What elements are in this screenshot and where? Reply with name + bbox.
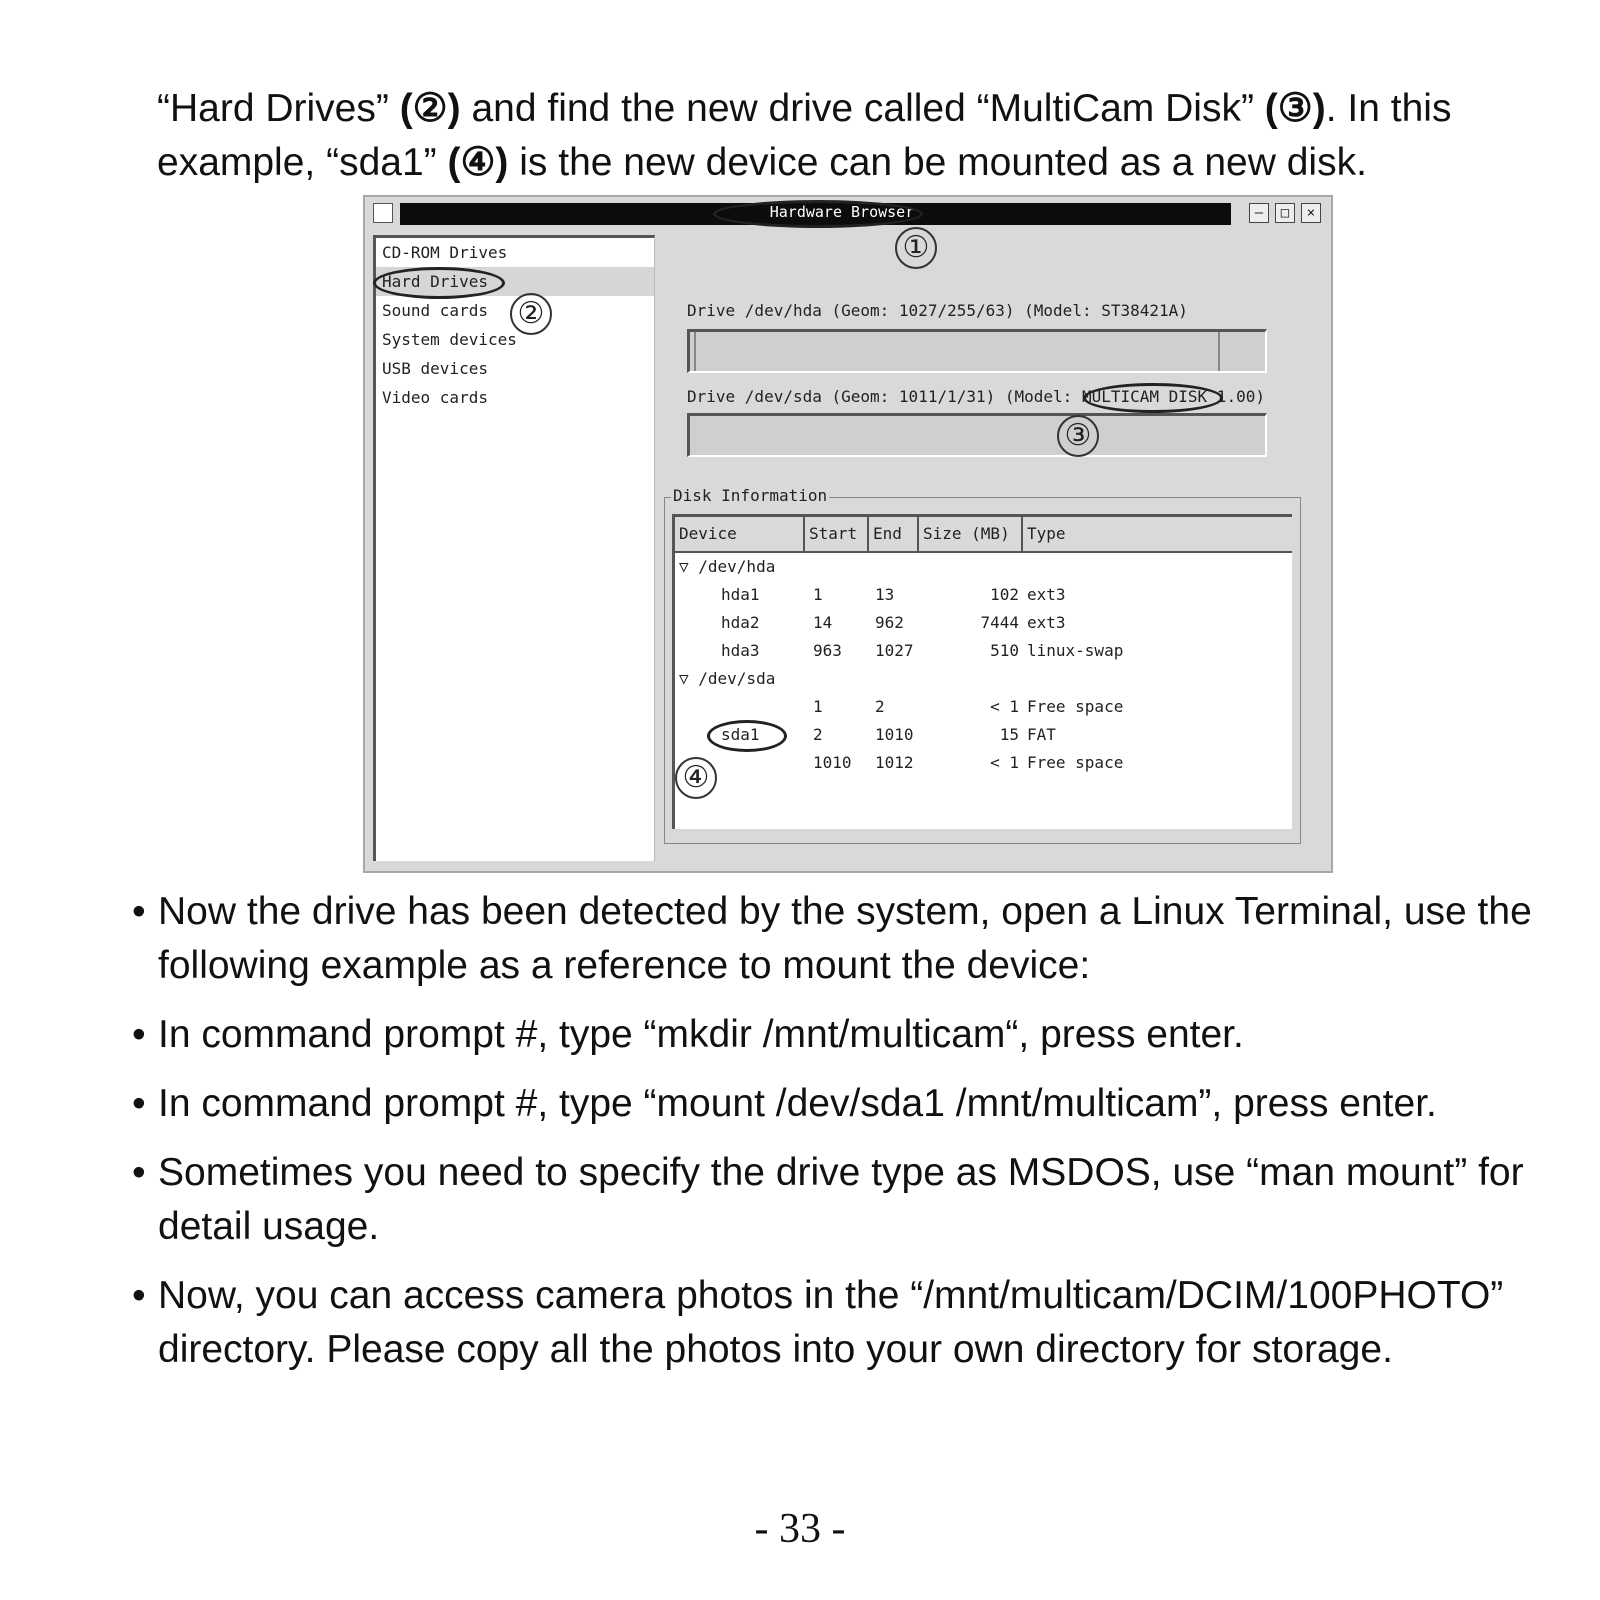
intro-text: “Hard Drives” xyxy=(157,87,400,130)
cell-start: 963 xyxy=(813,641,842,660)
intro-line-1 xyxy=(157,82,1557,136)
list-item xyxy=(132,1008,1532,1062)
window-title: Hardware Browser xyxy=(769,203,915,221)
cell-size: 7444 xyxy=(980,613,1019,632)
cell-type: Free space xyxy=(1027,697,1124,716)
drive-hda-label: Drive /dev/hda (Geom: 1027/255/63) (Model: ST38421A) xyxy=(687,301,1188,320)
category-item-cdrom-drives[interactable]: CD-ROM Drives xyxy=(382,243,508,262)
drive-sda-label: Drive /dev/sda (Geom: 1011/1/31) (Model: MULTICAM DISK 1.00) xyxy=(687,387,1265,406)
cell-type: Free space xyxy=(1027,753,1124,772)
bullet-text: Now the drive has been detected by the system, open a Linux Terminal, use the following example as a reference to mount the device: xyxy=(158,890,1532,987)
drive-hda-partition-bar[interactable] xyxy=(687,329,1267,373)
callout-2: ② xyxy=(510,293,552,335)
window-menu-icon[interactable] xyxy=(373,203,393,223)
bullet-text: Now, you can access camera photos in the “/mnt/multicam/DCIM/100PHOTO” directory. Please copy all the photos into your own directory for storage. xyxy=(158,1274,1504,1371)
table-row[interactable] xyxy=(675,693,1292,721)
cell-device: hda3 xyxy=(721,641,760,660)
category-list xyxy=(373,235,655,861)
category-item-sound-cards[interactable]: Sound cards xyxy=(382,301,488,320)
bullet-marker: • xyxy=(132,1274,146,1317)
cell-size: 102 xyxy=(990,585,1019,604)
intro-text: is the new device can be mounted as a new disk. xyxy=(508,141,1367,184)
column-type[interactable]: Type xyxy=(1027,524,1066,543)
table-row[interactable] xyxy=(675,553,1292,581)
cell-start: 14 xyxy=(813,613,833,632)
column-device[interactable]: Device xyxy=(675,517,805,551)
callout-3: ③ xyxy=(1057,415,1099,457)
cell-end: 13 xyxy=(875,585,895,604)
close-icon[interactable]: × xyxy=(1301,203,1321,223)
cell-size: < 1 xyxy=(990,753,1019,772)
callout-ref-4: (④) xyxy=(447,141,509,184)
bullet-marker: • xyxy=(132,890,146,933)
drive-sda-partition-bar[interactable] xyxy=(687,413,1267,457)
disk-table xyxy=(672,514,1292,829)
cell-end: 1027 xyxy=(875,641,914,660)
callout-ref-3: (③) xyxy=(1264,87,1326,130)
cell-end: 1010 xyxy=(875,725,914,744)
cell-size: 15 xyxy=(999,725,1019,744)
cell-type: ext3 xyxy=(1027,613,1066,632)
cell-type: ext3 xyxy=(1027,585,1066,604)
table-header xyxy=(675,517,1292,553)
cell-type: FAT xyxy=(1027,725,1056,744)
table-row[interactable] xyxy=(675,581,1292,609)
cell-end: 2 xyxy=(875,697,885,716)
cell-device: sda1 xyxy=(721,725,760,744)
list-item xyxy=(132,1077,1532,1131)
cell-start: 1010 xyxy=(813,753,852,772)
bullet-text: In command prompt #, type “mount /dev/sda1 /mnt/multicam”, press enter. xyxy=(158,1082,1437,1125)
highlight-ellipse-hard-drives xyxy=(373,267,505,299)
table-row[interactable] xyxy=(675,665,1292,693)
column-start[interactable]: Start xyxy=(805,517,869,551)
partition-segment[interactable] xyxy=(696,332,1220,371)
highlight-ellipse-title xyxy=(713,200,923,228)
intro-text: example, “sda1” xyxy=(157,141,448,184)
highlight-ellipse-multicam-disk xyxy=(1083,383,1223,413)
bullet-text: Sometimes you need to specify the drive type as MSDOS, use “man mount” for detail usage. xyxy=(158,1151,1524,1248)
callout-ref-2: (②) xyxy=(399,87,461,130)
category-item-video-cards[interactable]: Video cards xyxy=(382,388,488,407)
bullet-text: In command prompt #, type “mkdir /mnt/multicam“, press enter. xyxy=(158,1013,1244,1056)
cell-type: linux-swap xyxy=(1027,641,1124,660)
instruction-list xyxy=(132,885,1532,1392)
table-row[interactable] xyxy=(675,637,1292,665)
minimize-icon[interactable]: – xyxy=(1249,203,1269,223)
cell-start: 1 xyxy=(813,697,823,716)
title-bar xyxy=(373,203,1323,225)
intro-text: and find the new drive called “MultiCam Disk” xyxy=(460,87,1265,130)
highlight-ellipse-sda1 xyxy=(707,720,787,752)
hardware-browser-window xyxy=(363,195,1333,873)
cell-end: 1012 xyxy=(875,753,914,772)
bullet-marker: • xyxy=(132,1151,146,1194)
category-item-hard-drives[interactable]: Hard Drives xyxy=(376,267,654,296)
table-row[interactable] xyxy=(675,609,1292,637)
disk-information-label: Disk Information xyxy=(673,486,828,505)
column-end[interactable]: End xyxy=(869,517,919,551)
cell-device: hda1 xyxy=(721,585,760,604)
cell-end: 962 xyxy=(875,613,904,632)
maximize-icon[interactable]: □ xyxy=(1275,203,1295,223)
list-item xyxy=(132,1269,1532,1377)
callout-4: ④ xyxy=(675,757,717,799)
callout-1: ① xyxy=(895,227,937,269)
cell-device: ▽ /dev/hda xyxy=(679,557,776,576)
bullet-marker: • xyxy=(132,1082,146,1125)
page-number: - 33 - xyxy=(754,1506,846,1552)
cell-device: ▽ /dev/sda xyxy=(679,669,776,688)
category-item-usb-devices[interactable]: USB devices xyxy=(382,359,488,378)
column-size[interactable]: Size (MB) xyxy=(919,517,1023,551)
intro-text: . In this xyxy=(1325,87,1452,130)
intro-line-2 xyxy=(157,136,1557,190)
table-row[interactable] xyxy=(675,749,1292,777)
list-item xyxy=(132,1146,1532,1254)
cell-device: hda2 xyxy=(721,613,760,632)
cell-start: 1 xyxy=(813,585,823,604)
intro-paragraph xyxy=(157,82,1557,190)
cell-start: 2 xyxy=(813,725,823,744)
bullet-marker: • xyxy=(132,1013,146,1056)
cell-size: < 1 xyxy=(990,697,1019,716)
cell-size: 510 xyxy=(990,641,1019,660)
category-item-system-devices[interactable]: System devices xyxy=(382,330,517,349)
list-item xyxy=(132,885,1532,993)
